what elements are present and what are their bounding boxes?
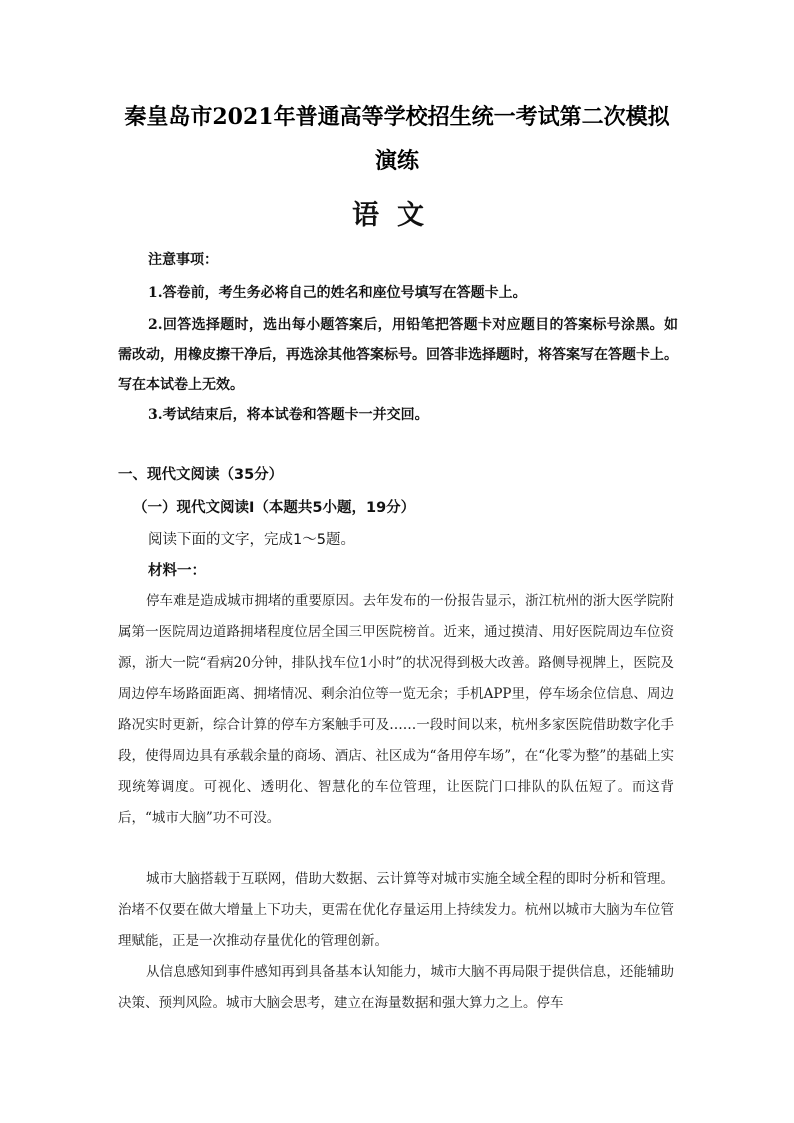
notice-item-2: 2.回答选择题时，选出每小题答案后，用铅笔把答题卡对应题目的答案标号涂黑。如需改动，用橡皮擦干净后，再选涂其他答案标号。回答非选择题时，将答案写在答题卡上。写在本试卷上无效。	[118, 317, 678, 393]
notice-item-3: 3.考试结束后，将本试卷和答题卡一并交回。	[148, 407, 429, 423]
body-paragraph: 城市大脑搭载于互联网，借助大数据、云计算等对城市实施全域全程的即时分析和管理。治堵不仅要在做大增量上下功夫，更需在优化存量运用上持续发力。杭州以城市大脑为车位管理赋能，正是一次推动存量优化的管理创新。	[118, 871, 674, 949]
reading-instruction: 阅读下面的文字，完成1～5题。	[148, 532, 355, 548]
notice-item-1: 1.答卷前，考生务必将自己的姓名和座位号填写在答题卡上。	[148, 285, 527, 301]
material-label: 材料一：	[148, 563, 206, 579]
exam-title: 秦皇岛市2021年普通高等学校招生统一考试第二次模拟	[124, 104, 670, 130]
section-heading: 一、现代文阅读（35分）	[118, 467, 284, 483]
body-paragraph: 从信息感知到事件感知再到具备基本认知能力，城市大脑不再局限于提供信息，还能辅助决策、预判风险。城市大脑会思考，建立在海量数据和强大算力之上。停车	[118, 964, 674, 1011]
exam-title-continued: 演练	[374, 148, 419, 174]
notice-heading: 注意事项：	[148, 252, 218, 268]
subject-heading: 语文	[352, 200, 442, 231]
subsection-heading: （一）现代文阅读Ⅰ（本题共5小题，19分）	[133, 500, 416, 516]
body-paragraph: 停车难是造成城市拥堵的重要原因。去年发布的一份报告显示，浙江杭州的浙大医学院附属第一医院周边道路拥堵程度位居全国三甲医院榜首。近来，通过摸清、用好医院周边车位资源，浙大一院“看病20分钟，排队找车位1小时”的状况得到极大改善。路侧导视牌上，医院及周边停车场路面距离、拥堵情况、剩余泊位等一览无余；手机APP里，停车场余位信息、周边路况实时更新，综合计算的停车方案触手可及……一段时间以来，杭州多家医院借助数字化手段，使得周边具有承载余量的商场、酒店、社区成为“备用停车场”，在“化零为整”的基础上实现统筹调度。可视化、透明化、智慧化的车位管理，让医院门口排队的队伍短了。而这背后，“城市大脑”功不可没。	[118, 593, 674, 826]
